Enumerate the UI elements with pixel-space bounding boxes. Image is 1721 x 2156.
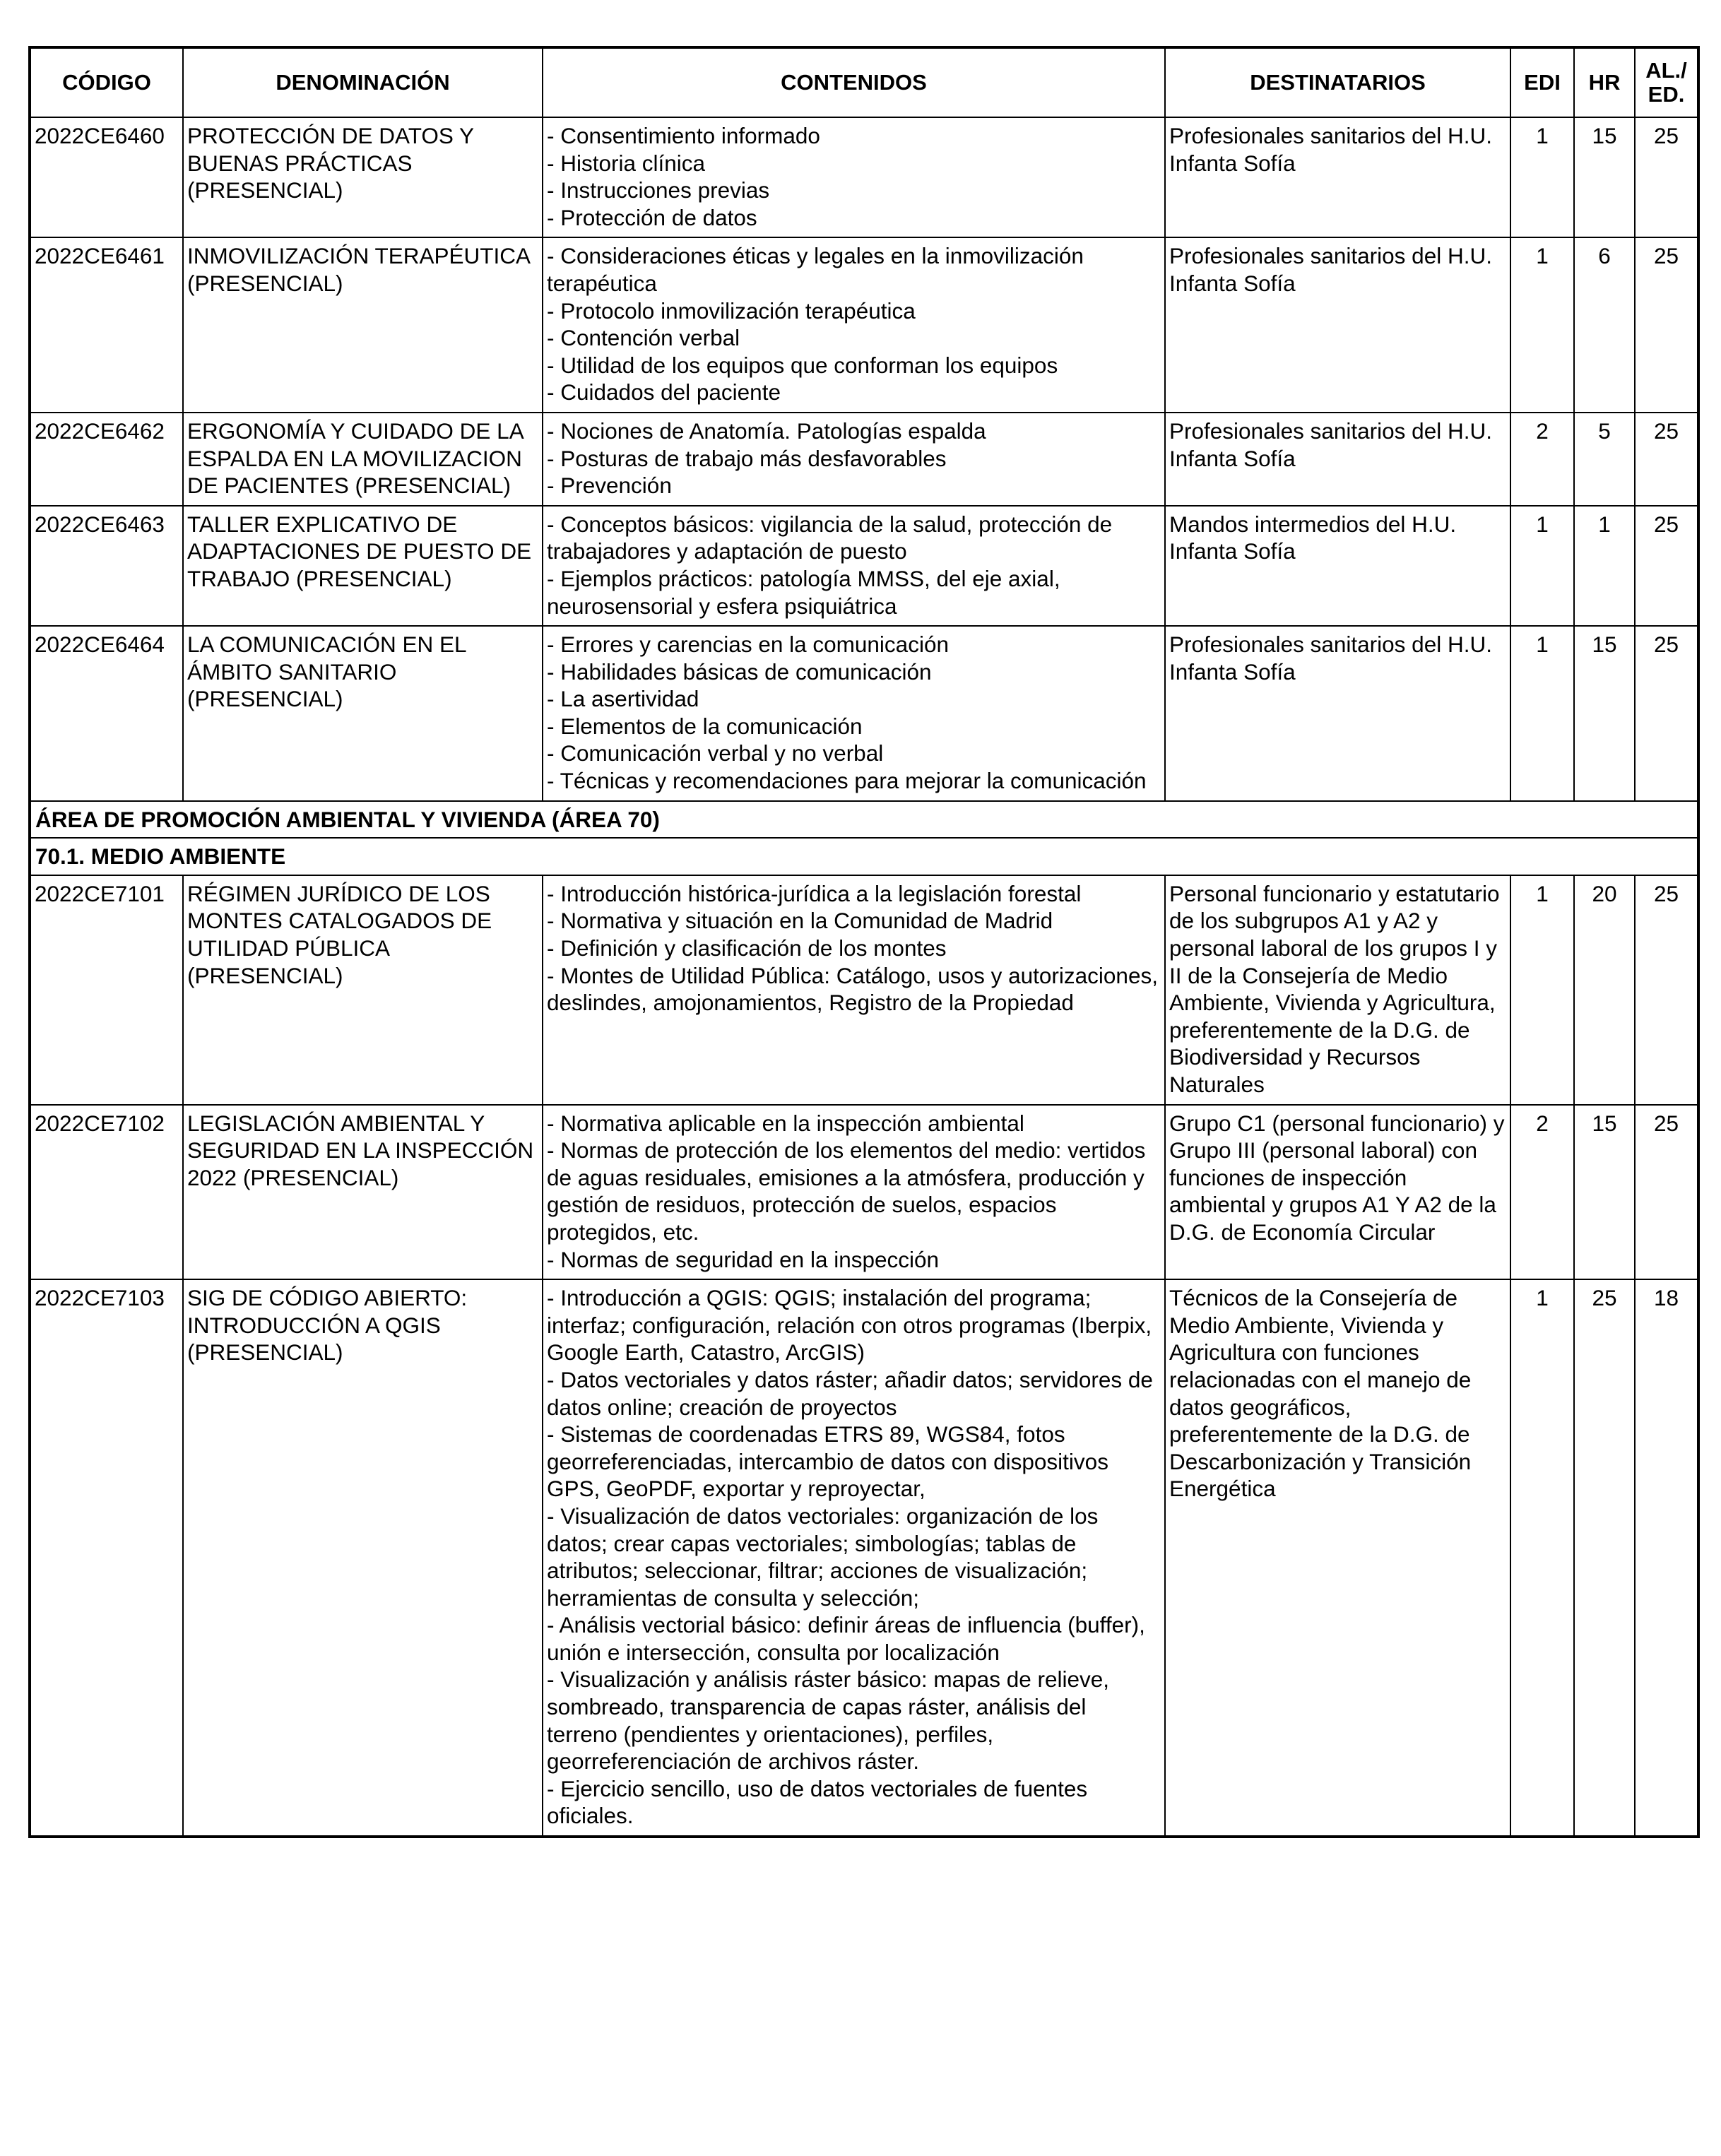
content-item: - Normas de protección de los elementos del medio: vertidos de aguas residuales, emisiones a la atmósfera, producción y gestión de residuos, protección de suelos, espacios protegidos, etc.: [547, 1137, 1146, 1245]
content-item: - Historia clínica: [547, 150, 706, 176]
section-row: [30, 838, 1698, 875]
header-hr: HR: [1574, 47, 1635, 117]
content-item: - Instrucciones previas: [547, 177, 770, 203]
content-item: - Posturas de trabajo más desfavorables: [547, 445, 947, 471]
content-item: - Visualización de datos vectoriales: organización de los datos; crear capas vectoriales; simbologías; tablas de atributos; seleccionar, filtrar; acciones de visualización; herramientas de consulta y selección;: [547, 1503, 1099, 1611]
course-recipients: Grupo C1 (personal funcionario) y Grupo III (personal laboral) con funciones de inspección ambiental y grupos A1 Y A2 de la D.G. de Economía Circular: [1165, 1105, 1510, 1280]
content-item: - Utilidad de los equipos que conforman los equipos: [547, 352, 1058, 378]
table-row: [30, 1105, 1698, 1280]
course-hr: 25: [1574, 1279, 1635, 1837]
course-contents: [543, 413, 1165, 506]
content-item: - Nociones de Anatomía. Patologías espalda: [547, 417, 986, 444]
content-item: - Sistemas de coordenadas ETRS 89, WGS84, fotos georreferenciadas, intercambio de datos con dispositivos GPS, GeoPDF, exportar y reproyectar,: [547, 1421, 1108, 1502]
course-recipients: Técnicos de la Consejería de Medio Ambiente, Vivienda y Agricultura con funciones relacionadas con el manejo de datos geográficos, preferentemente de la D.G. de Descarbonización y Transición Energética: [1165, 1279, 1510, 1837]
header-codigo: CÓDIGO: [30, 47, 183, 117]
course-contents: [543, 626, 1165, 801]
course-name: TALLER EXPLICATIVO DE ADAPTACIONES DE PUESTO DE TRABAJO (PRESENCIAL): [183, 506, 543, 626]
course-contents: [543, 237, 1165, 413]
course-hr: 1: [1574, 506, 1635, 626]
section-title: ÁREA DE PROMOCIÓN AMBIENTAL Y VIVIENDA (ÁREA 70): [30, 801, 1698, 839]
table-row: [30, 626, 1698, 801]
section-title: 70.1. MEDIO AMBIENTE: [30, 838, 1698, 875]
course-code: 2022CE6460: [30, 117, 183, 237]
courses-table: [28, 46, 1700, 1838]
course-name: SIG DE CÓDIGO ABIERTO: INTRODUCCIÓN A QGIS (PRESENCIAL): [183, 1279, 543, 1837]
course-name: INMOVILIZACIÓN TERAPÉUTICA (PRESENCIAL): [183, 237, 543, 413]
header-al-ed: AL./ ED.: [1635, 47, 1698, 117]
course-hr: 15: [1574, 626, 1635, 801]
course-al-ed: 25: [1635, 875, 1698, 1105]
course-recipients: Profesionales sanitarios del H.U. Infanta Sofía: [1165, 117, 1510, 237]
course-code: 2022CE7102: [30, 1105, 183, 1280]
content-item: - Análisis vectorial básico: definir áreas de influencia (buffer), unión e intersección, consulta por localización: [547, 1612, 1145, 1665]
course-al-ed: 25: [1635, 1105, 1698, 1280]
header-contenidos: CONTENIDOS: [543, 47, 1165, 117]
course-edi: 2: [1510, 413, 1574, 506]
course-code: 2022CE6464: [30, 626, 183, 801]
course-edi: 1: [1510, 1279, 1574, 1837]
table-header: [30, 47, 1698, 117]
course-al-ed: 25: [1635, 413, 1698, 506]
course-hr: 15: [1574, 117, 1635, 237]
table-row: [30, 117, 1698, 237]
course-edi: 1: [1510, 626, 1574, 801]
course-recipients: Profesionales sanitarios del H.U. Infanta Sofía: [1165, 626, 1510, 801]
course-contents: [543, 506, 1165, 626]
course-hr: 15: [1574, 1105, 1635, 1280]
table-row: [30, 1279, 1698, 1837]
content-item: - Técnicas y recomendaciones para mejorar la comunicación: [547, 768, 1147, 794]
content-item: - Ejemplos prácticos: patología MMSS, del eje axial, neurosensorial y esfera psiquiátrica: [547, 565, 1060, 619]
course-name: LA COMUNICACIÓN EN EL ÁMBITO SANITARIO (PRESENCIAL): [183, 626, 543, 801]
course-code: 2022CE6462: [30, 413, 183, 506]
header-edi: EDI: [1510, 47, 1574, 117]
course-al-ed: 18: [1635, 1279, 1698, 1837]
course-name: ERGONOMÍA Y CUIDADO DE LA ESPALDA EN LA MOVILIZACION DE PACIENTES (PRESENCIAL): [183, 413, 543, 506]
content-item: - Errores y carencias en la comunicación: [547, 632, 949, 658]
course-code: 2022CE7101: [30, 875, 183, 1105]
content-item: - Consentimiento informado: [547, 123, 820, 148]
course-hr: 20: [1574, 875, 1635, 1105]
content-item: - La asertividad: [547, 686, 699, 712]
course-al-ed: 25: [1635, 626, 1698, 801]
table-row: [30, 875, 1698, 1105]
content-item: - Montes de Utilidad Pública: Catálogo, usos y autorizaciones, deslindes, amojonamientos, Registro de la Propiedad: [547, 962, 1158, 1016]
course-code: 2022CE7103: [30, 1279, 183, 1837]
course-recipients: Personal funcionario y estatutario de los subgrupos A1 y A2 y personal laboral de los grupos I y II de la Consejería de Medio Ambiente, Vivienda y Agricultura, preferentemente de la D.G. de Biodiversidad y Recursos Naturales: [1165, 875, 1510, 1105]
content-item: - Habilidades básicas de comunicación: [547, 658, 932, 685]
course-recipients: Profesionales sanitarios del H.U. Infanta Sofía: [1165, 413, 1510, 506]
course-edi: 1: [1510, 237, 1574, 413]
content-item: - Visualización y análisis ráster básico: mapas de relieve, sombreado, transparencia de capas ráster, análisis del terreno (pendientes y orientaciones), perfiles, georreferenciación de archivos ráster.: [547, 1666, 1110, 1775]
course-contents: [543, 875, 1165, 1105]
course-contents: [543, 1105, 1165, 1280]
course-edi: 1: [1510, 117, 1574, 237]
content-item: - Conceptos básicos: vigilancia de la salud, protección de trabajadores y adaptación de puesto: [547, 511, 1113, 564]
content-item: - Cuidados del paciente: [547, 379, 781, 405]
header-denominacion: DENOMINACIÓN: [183, 47, 543, 117]
content-item: - Ejercicio sencillo, uso de datos vectoriales de fuentes oficiales.: [547, 1775, 1088, 1829]
content-item: - Elementos de la comunicación: [547, 713, 863, 739]
content-item: - Normativa y situación en la Comunidad de Madrid: [547, 908, 1053, 934]
course-al-ed: 25: [1635, 237, 1698, 413]
course-code: 2022CE6463: [30, 506, 183, 626]
course-recipients: Mandos intermedios del H.U. Infanta Sofía: [1165, 506, 1510, 626]
content-item: - Introducción a QGIS: QGIS; instalación del programa; interfaz; configuración, relación con otros programas (Iberpix, Google Earth, Catastro, ArcGIS): [547, 1285, 1152, 1366]
course-contents: [543, 1279, 1165, 1837]
header-destinatarios: DESTINATARIOS: [1165, 47, 1510, 117]
table-row: [30, 506, 1698, 626]
course-name: LEGISLACIÓN AMBIENTAL Y SEGURIDAD EN LA INSPECCIÓN 2022 (PRESENCIAL): [183, 1105, 543, 1280]
content-item: - Normas de seguridad en la inspección: [547, 1246, 940, 1272]
content-item: - Definición y clasificación de los montes: [547, 935, 947, 961]
course-hr: 6: [1574, 237, 1635, 413]
course-edi: 2: [1510, 1105, 1574, 1280]
content-item: - Prevención: [547, 473, 672, 499]
course-contents: [543, 117, 1165, 237]
course-name: PROTECCIÓN DE DATOS Y BUENAS PRÁCTICAS (PRESENCIAL): [183, 117, 543, 237]
course-al-ed: 25: [1635, 117, 1698, 237]
table-row: [30, 413, 1698, 506]
content-item: - Consideraciones éticas y legales en la inmovilización terapéutica: [547, 243, 1084, 296]
content-item: - Protocolo inmovilización terapéutica: [547, 297, 916, 324]
section-row: [30, 801, 1698, 839]
table-row: [30, 237, 1698, 413]
content-item: - Contención verbal: [547, 325, 740, 351]
course-code: 2022CE6461: [30, 237, 183, 413]
content-item: - Normativa aplicable en la inspección ambiental: [547, 1110, 1024, 1136]
content-item: - Comunicación verbal y no verbal: [547, 740, 884, 766]
course-hr: 5: [1574, 413, 1635, 506]
content-item: - Datos vectoriales y datos ráster; añadir datos; servidores de datos online; creación de proyectos: [547, 1366, 1153, 1420]
course-recipients: Profesionales sanitarios del H.U. Infanta Sofía: [1165, 237, 1510, 413]
content-item: - Introducción histórica-jurídica a la legislación forestal: [547, 880, 1082, 906]
content-item: - Protección de datos: [547, 204, 757, 230]
course-al-ed: 25: [1635, 506, 1698, 626]
course-name: RÉGIMEN JURÍDICO DE LOS MONTES CATALOGADOS DE UTILIDAD PÚBLICA (PRESENCIAL): [183, 875, 543, 1105]
course-edi: 1: [1510, 875, 1574, 1105]
course-edi: 1: [1510, 506, 1574, 626]
